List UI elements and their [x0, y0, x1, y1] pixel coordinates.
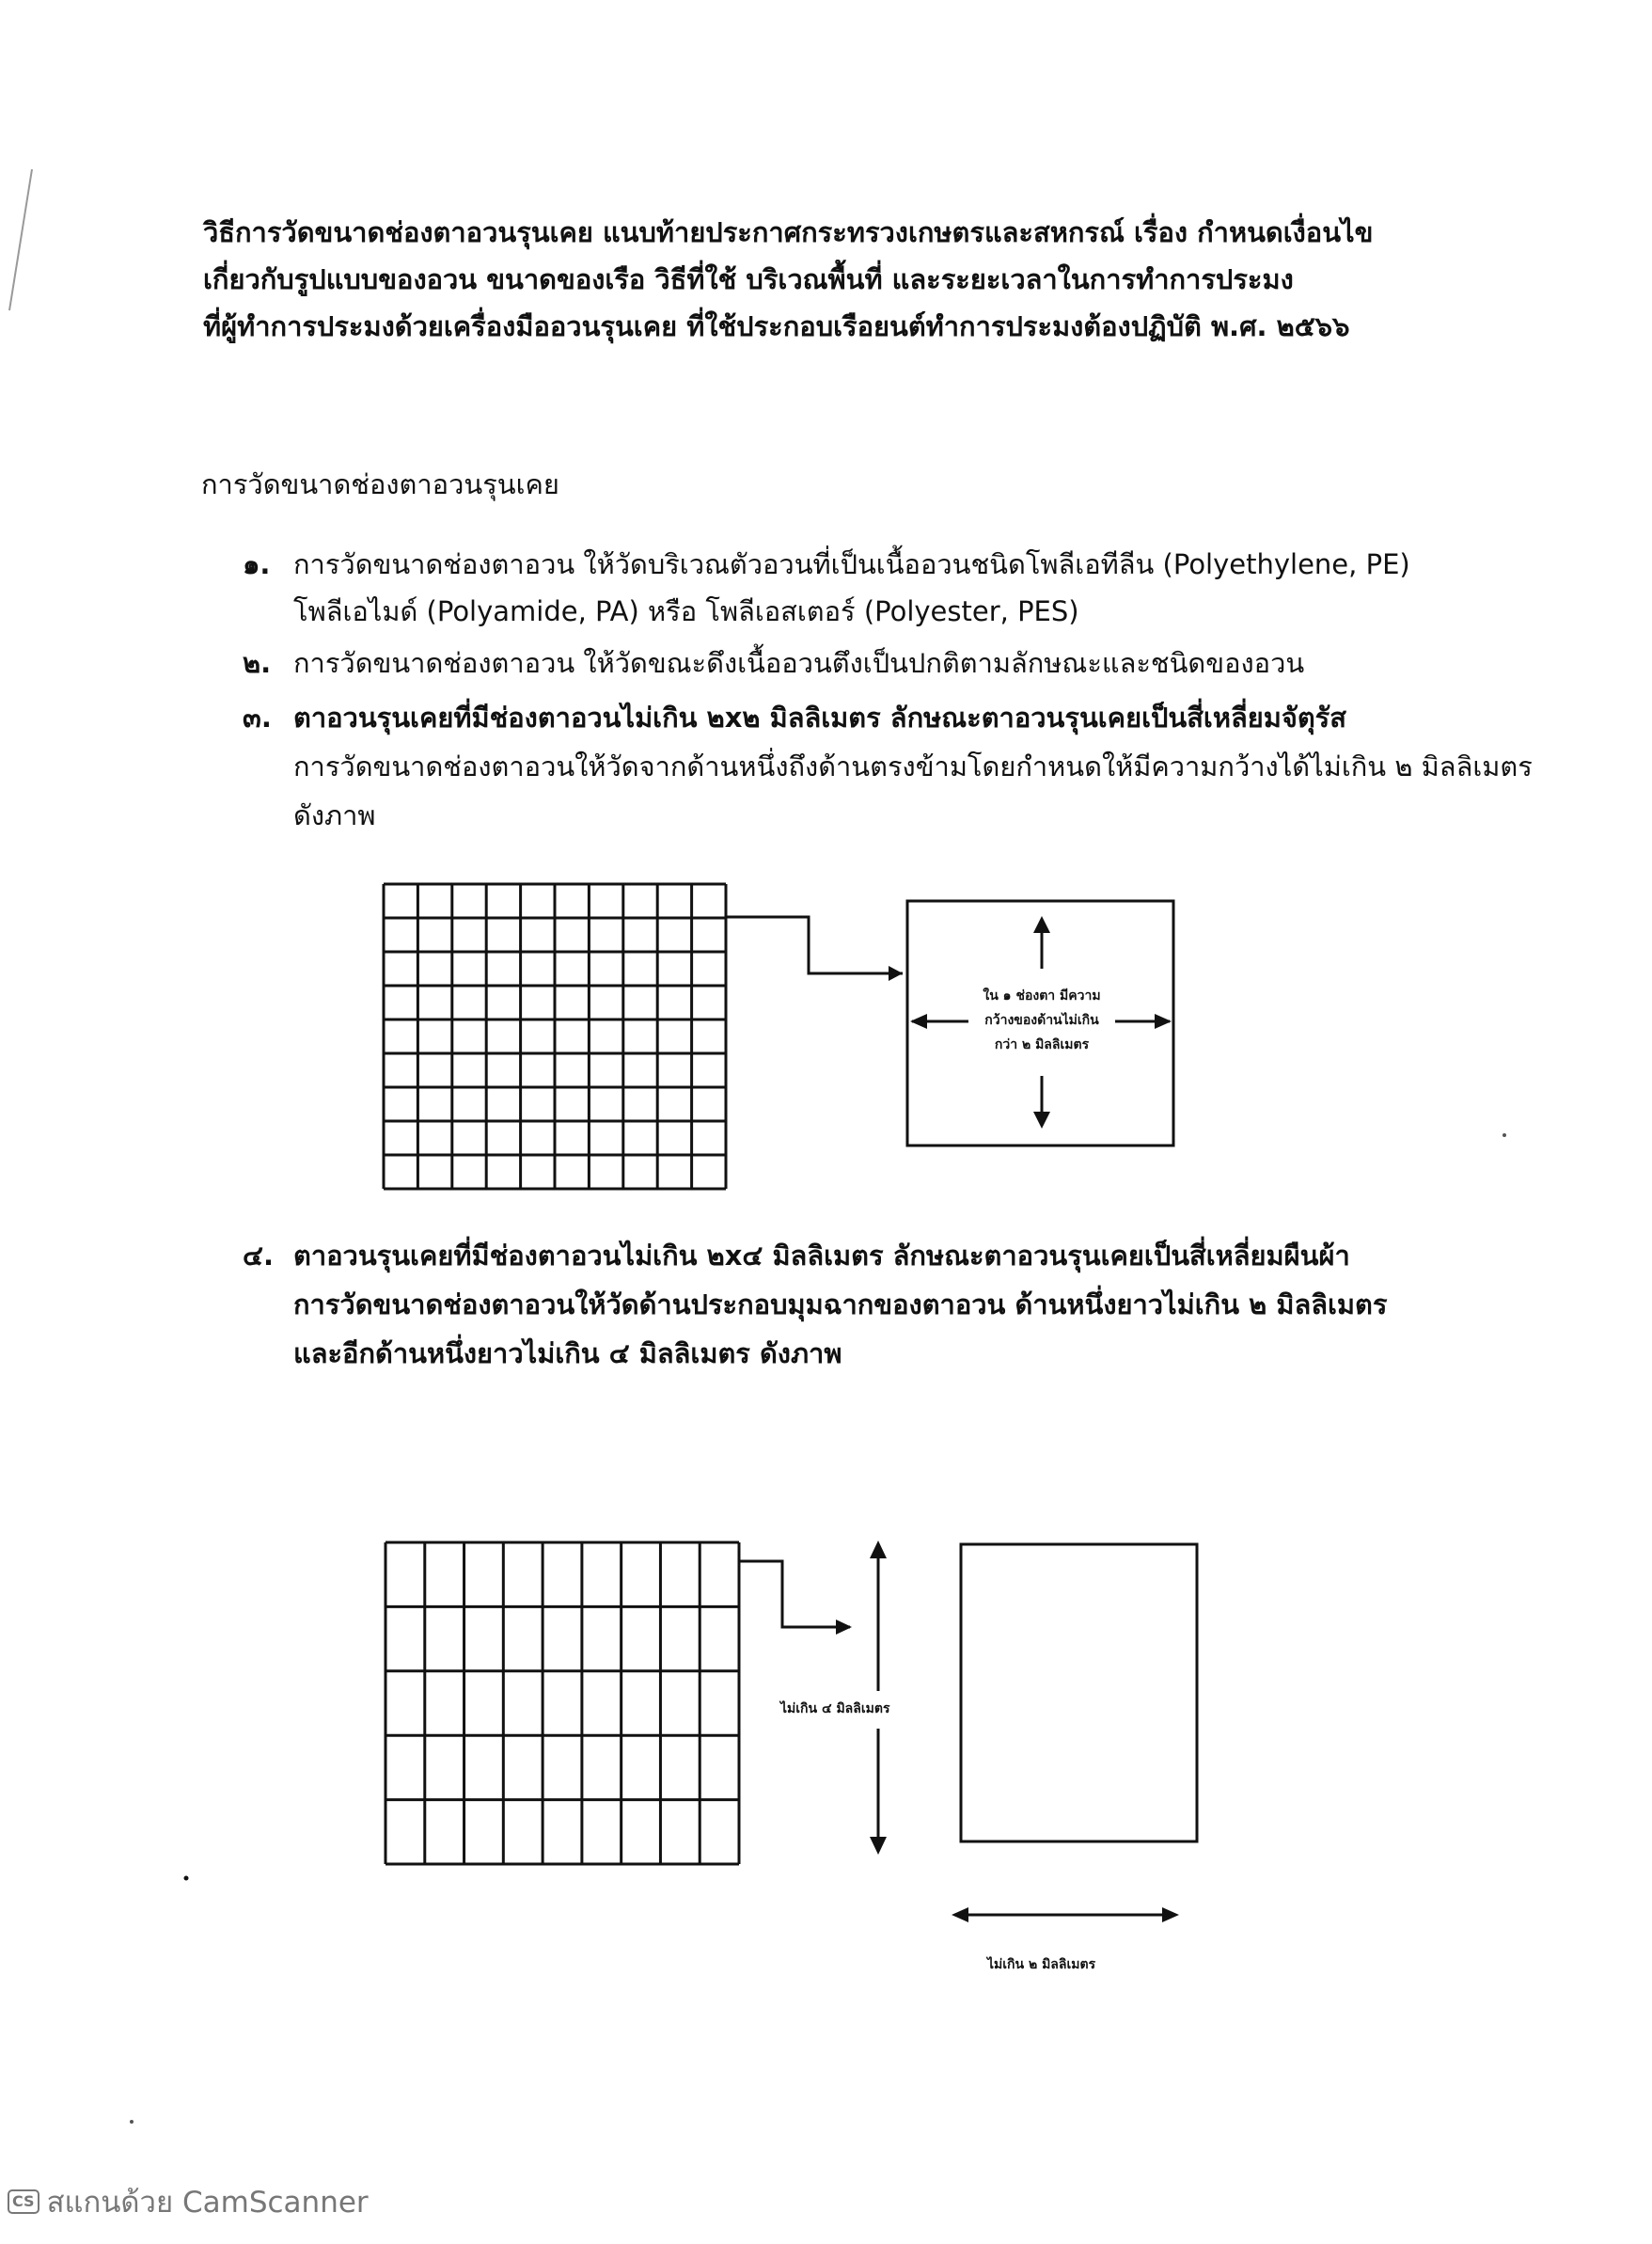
- item-text-line: และอีกด้านหนึ่งยาวไม่เกิน ๔ มิลลิเมตร ดังภาพ: [293, 1337, 842, 1369]
- list-item-3: [243, 694, 1533, 835]
- figure1-label-line: กว้างของด้านไม่เกิน: [984, 1013, 1099, 1028]
- rectangular-mesh-grid: [385, 1542, 739, 1864]
- connector-arrow-line: [726, 917, 903, 973]
- scanner-watermark: [8, 2178, 369, 2225]
- magnified-rect-cell: [961, 1544, 1197, 1841]
- camscanner-logo-icon: CS: [8, 2189, 39, 2214]
- item-text-line: ตาอวนรุนเคยที่มีช่องตาอวนไม่เกิน ๒x๔ มิลลิเมตร ลักษณะตาอวนรุนเคยเป็นสี่เหลี่ยมผืนผ้า: [293, 1240, 1350, 1272]
- figure1-label-line: กว่า ๒ มิลลิเมตร: [994, 1037, 1090, 1052]
- connector-arrowhead-2: [836, 1620, 852, 1635]
- item-number: ๑.: [243, 548, 271, 580]
- right-arrowhead: [1155, 1014, 1172, 1029]
- item-text-line: การวัดขนาดช่องตาอวนให้วัดด้านประกอบมุมฉากของตาอวน ด้านหนึ่งยาวไม่เกิน ๒ มิลลิเมตร: [293, 1288, 1388, 1320]
- title-line: เกี่ยวกับรูปแบบของอวน ขนาดของเรือ วิธีที่ใช้ บริเวณพื้นที่ และระยะเวลาในการทำการประมง: [203, 263, 1294, 295]
- item-number: ๒.: [243, 647, 272, 679]
- item-text-line: การวัดขนาดช่องตาอวน ให้วัดขณะดึงเนื้ออวนตึงเป็นปกติตามลักษณะและชนิดของอวน: [293, 647, 1305, 679]
- watermark-text: สแกนด้วย CamScanner: [46, 2186, 369, 2220]
- list-item-4: [243, 1232, 1465, 1373]
- item-text-line: ตาอวนรุนเคยที่มีช่องตาอวนไม่เกิน ๒x๒ มิลลิเมตร ลักษณะตาอวนรุนเคยเป็นสี่เหลี่ยมจัตุรัส: [293, 702, 1346, 734]
- dim-right-arrowhead: [1162, 1907, 1179, 1922]
- connector-arrowhead: [889, 966, 903, 981]
- figure1-label: [957, 984, 1126, 1057]
- figure2-vertical-label: ไม่เกิน ๔ มิลลิเมตร: [780, 1701, 890, 1716]
- dim-left-arrowhead: [952, 1907, 968, 1922]
- scan-mark: [9, 169, 32, 310]
- item-text-line: โพลีเอไมด์ (Polyamide, PA) หรือ โพลีเอสเตอร์ (Polyester, PES): [293, 595, 1079, 627]
- connector-arrow-line-2: [739, 1561, 850, 1627]
- square-mesh-grid: [384, 884, 726, 1189]
- scan-dot: [184, 1876, 189, 1881]
- item-text-line: การวัดขนาดช่องตาอวนให้วัดจากด้านหนึ่งถึงด้านตรงข้ามโดยกำหนดให้มีความกว้างได้ไม่เกิน ๒ มิลลิเมตร: [293, 751, 1533, 782]
- scan-dot: [130, 2120, 134, 2124]
- item-text-line: ดังภาพ: [293, 799, 376, 831]
- document-title: [203, 209, 1463, 350]
- down-arrowhead: [1033, 1112, 1050, 1129]
- list-item-1: [243, 541, 1465, 635]
- up-arrowhead: [1033, 916, 1050, 933]
- figure1-label-line: ใน ๑ ช่องตา มีความ: [983, 988, 1101, 1003]
- dim-up-arrowhead: [870, 1541, 887, 1558]
- left-arrowhead: [910, 1014, 927, 1029]
- item-number: ๓.: [243, 702, 272, 734]
- list-item-2: [243, 640, 1465, 687]
- title-line: ที่ผู้ทำการประมงด้วยเครื่องมืออวนรุนเคย ที่ใช้ประกอบเรือยนต์ทำการประมงต้องปฏิบัติ พ.ศ. ๒๕๖๖: [203, 310, 1350, 342]
- figure2-horizontal-label: ไม่เกิน ๒ มิลลิเมตร: [987, 1957, 1096, 1972]
- dim-down-arrowhead: [870, 1837, 887, 1855]
- title-line: วิธีการวัดขนาดช่องตาอวนรุนเคย แนบท้ายประกาศกระทรวงเกษตรและสหกรณ์ เรื่อง กำหนดเงื่อนไข: [203, 216, 1374, 248]
- scan-dot: [1503, 1133, 1506, 1137]
- item-number: ๔.: [243, 1240, 274, 1272]
- section-heading: การวัดขนาดช่องตาอวนรุนเคย: [201, 468, 559, 500]
- item-text-line: การวัดขนาดช่องตาอวน ให้วัดบริเวณตัวอวนที่เป็นเนื้ออวนชนิดโพลีเอทีลีน (Polyethylene, PE): [293, 548, 1410, 580]
